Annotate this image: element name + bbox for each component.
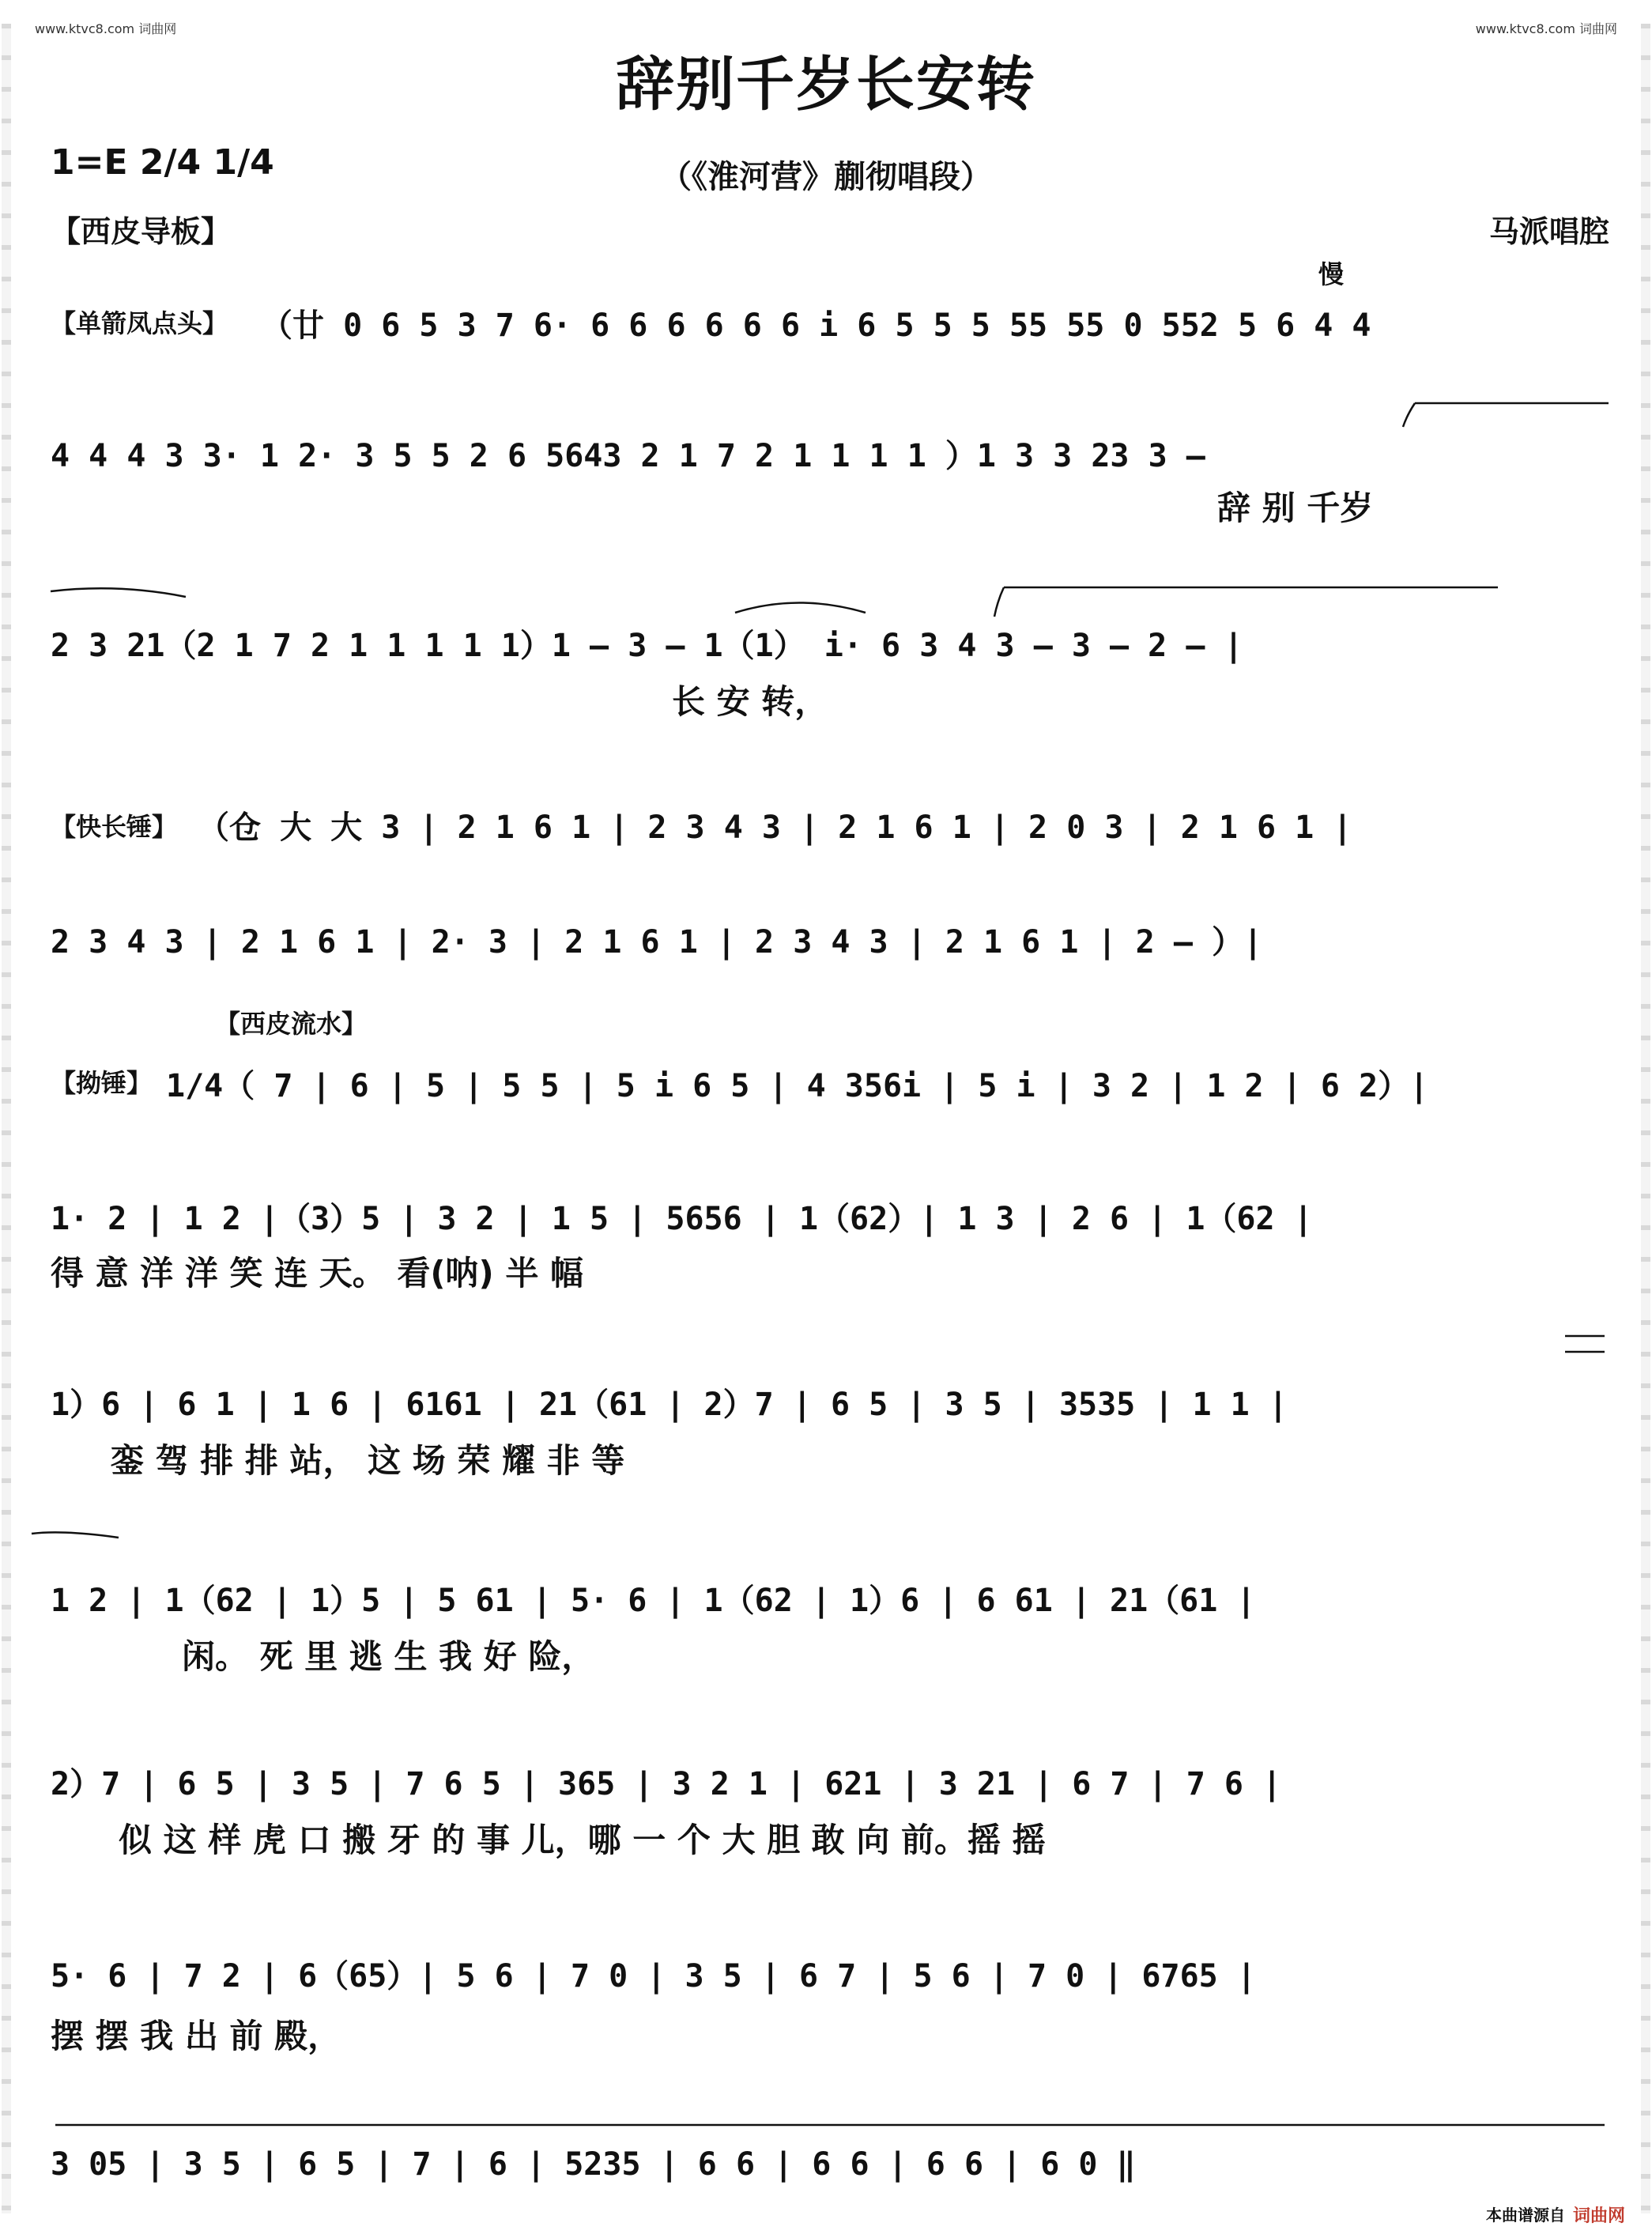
section-xipi-daoban: 【西皮导板】 — [51, 214, 232, 249]
notation-row-7: 1· 2 | 1 2 |（3）5 | 3 2 | 1 5 | 5656 | 1（62）| 1 3 | 2 6 | 1（62 | — [51, 1201, 1313, 1237]
lyrics-row-10: 似 这 样 虎 口 搬 牙 的 事 儿，哪 一 个 大 胆 敢 向 前。摇 摇 — [119, 1821, 1046, 1859]
lyrics-row-8: 銮 驾 排 排 站， 这 场 荣 耀 非 等 — [111, 1441, 625, 1480]
lyrics-row-7: 得 意 洋 洋 笑 连 天。 看(呐) 半 幅 — [51, 1254, 583, 1293]
notation-row-11: 5· 6 | 7 2 | 6（65）| 5 6 | 7 0 | 3 5 | 6 7 | 5 6 | 7 0 | 6765 | — [51, 1958, 1256, 1995]
lyrics-row-2: 辞 别 千岁 — [1217, 489, 1374, 527]
section-danjian-fengdiantou: 【单箭凤点头】 — [51, 308, 228, 338]
notation-row-4: （仓 大 大 3 | 2 1 6 1 | 2 3 4 3 | 2 1 6 1 | 2 0 3 | 2 1 6 1 | — [198, 810, 1352, 846]
notation-row-6: 1/4（ 7 | 6 | 5 | 5 5 | 5 i 6 5 | 4 356i | 5 i | 3 2 | 1 2 | 6 2）| — [166, 1068, 1429, 1104]
notation-row-8: 1）6 | 6 1 | 1 6 | 6161 | 21（61 | 2）7 | 6 5 | 3 5 | 3535 | 1 1 | — [51, 1387, 1288, 1423]
subtitle: （《淮河营》蒯彻唱段） — [660, 159, 992, 195]
lyrics-row-11: 摆 摆 我 出 前 殿， — [51, 2017, 341, 2055]
singing-style: 马派唱腔 — [1488, 214, 1609, 249]
song-title: 辞别千岁长安转 — [616, 51, 1036, 119]
source-credit: 本曲谱源自 — [1486, 2206, 1565, 2225]
notation-row-10: 2）7 | 6 5 | 3 5 | 7 6 5 | 365 | 3 2 1 | 621 | 3 21 | 6 7 | 7 6 | — [51, 1766, 1282, 1802]
notation-row-1: （廿 0 6 5 3 7 6· 6 6 6 6 6 6 i 6 5 5 5 55 55 0 552 5 6 4 4 — [261, 308, 1371, 344]
notation-row-5: 2 3 4 3 | 2 1 6 1 | 2· 3 | 2 1 6 1 | 2 3 4 3 | 2 1 6 1 | 2 – ）| — [51, 924, 1263, 960]
notation-row-2: 4 4 4 3 3· 1 2· 3 5 5 2 6 5643 2 1 7 2 1 1 1 1 ）1 3 3 23 3 – — [51, 438, 1205, 474]
site-mark-right: www.ktvc8.com 词曲网 — [1475, 21, 1617, 36]
section-xipi-liushui: 【西皮流水】 — [215, 1009, 368, 1039]
site-logo: 词曲网 — [1573, 2206, 1626, 2226]
lyrics-row-9: 闲。 死 里 逃 生 我 好 险， — [182, 1637, 595, 1676]
key-signature: 1=E 2/4 1/4 — [51, 142, 274, 183]
site-mark-left: www.ktvc8.com 词曲网 — [35, 21, 177, 36]
notation-row-12: 3 05 | 3 5 | 6 5 | 7 | 6 | 5235 | 6 6 | 6 6 | 6 6 | 6 0 ‖ — [51, 2146, 1136, 2183]
lyrics-row-3: 长 安 转， — [672, 682, 828, 721]
section-aochui: 【拗锤】 — [51, 1068, 153, 1098]
notation-row-9: 1 2 | 1（62 | 1）5 | 5 61 | 5· 6 | 1（62 | 1）6 | 6 61 | 21（61 | — [51, 1583, 1256, 1619]
section-kuaichangchui: 【快长锤】 — [51, 812, 178, 842]
tempo-mark-slow: 慢 — [1318, 259, 1345, 289]
notation-row-3: 2 3 21（2 1 7 2 1 1 1 1 1）1 – 3 – 1（1） i· 6 3 4 3 – 3 – 2 – | — [51, 628, 1243, 664]
